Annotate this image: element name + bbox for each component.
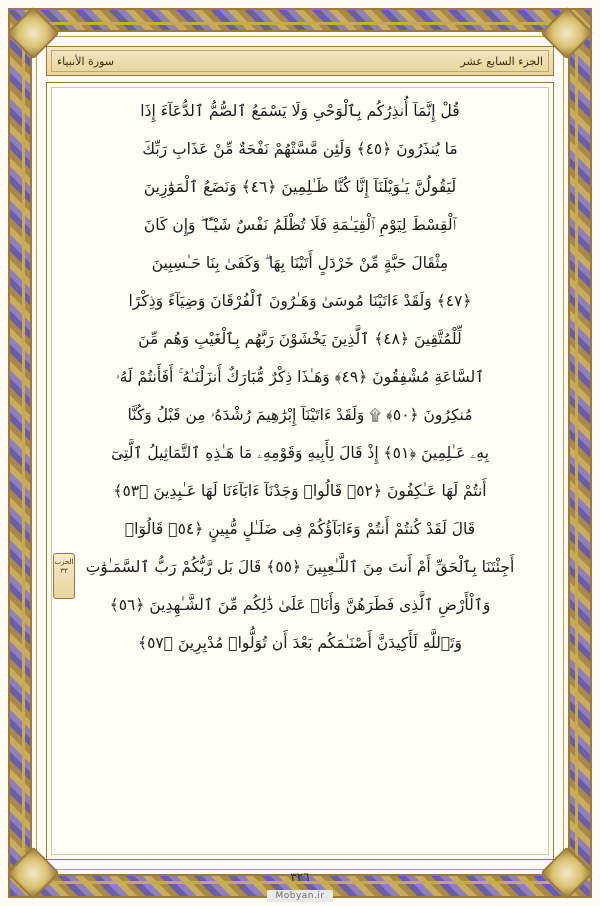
hizb-side-marker <box>53 553 75 599</box>
page-header-band <box>46 46 554 76</box>
page-number: ٣٢٦ <box>290 870 310 884</box>
hizb-marker-label: الحزب <box>54 558 74 566</box>
quran-text-block <box>46 82 554 860</box>
ayah-line: مُنكِرُونَ ﴿٥٠﴾ ۩ وَلَقَدْ ءَاتَيْنَآ إِبْرَٰهِيمَ رُشْدَهُۥ مِن قَبْلُ وَكُنَّا <box>127 405 473 424</box>
ayah-line: وَتَٱللَّهِ لَأَكِيدَنَّ أَصْنَـٰمَكُم بَعْدَ أَن تُوَلُّوا۟ مُدْبِرِينَ ﴿٥٧﴾ <box>137 633 463 652</box>
ayah-line: مِثْقَالَ حَبَّةٍ مِّنْ خَرْدَلٍ أَتَيْنَا بِهَا ۗ وَكَفَىٰ بِنَا حَـٰسِبِينَ <box>151 253 449 272</box>
surah-title: سورة الأنبياء <box>57 54 115 68</box>
ayah-line: وَٱلْأَرْضِ ٱلَّذِى فَطَرَهُنَّ وَأَنَا۠ عَلَىٰ ذَٰلِكُم مِّنَ ٱلشَّـٰهِدِينَ ﴿٥٦﴾ <box>109 595 491 614</box>
watermark-label: Mobyan.ir <box>267 890 332 902</box>
ayah-line: ٱلسَّاعَةِ مُشْفِقُونَ ﴿٤٩﴾ وَهَـٰذَا ذِكْرٌ مُّبَارَكٌ أَنزَلْنَـٰهُ ۚ أَفَأَنتُمْ لَهُۥ <box>115 367 485 386</box>
hizb-marker-number: ٣٣ <box>60 566 68 575</box>
ayah-line: ٱلْقِسْطَ لِيَوْمِ ٱلْقِيَـٰمَةِ فَلَا تُظْلَمُ نَفْسٌ شَيْـًٔا ۖ وَإِن كَانَ <box>143 215 457 234</box>
ayah-line: قُلْ إِنَّمَآ أُنذِرُكُم بِٱلْوَحْىِ وَلَا يَسْمَعُ ٱلصُّمُّ ٱلدُّعَآءَ إِذَا <box>140 102 460 120</box>
juz-title: الجزء السابع عشر <box>460 54 543 68</box>
ayah-line: أَنتُمْ لَهَا عَـٰكِفُونَ ﴿٥٢﴾ قَالُوا۟ وَجَدْنَآ ءَابَآءَنَا لَهَا عَـٰبِدِينَ ﴿٥٣﴾ <box>113 481 487 500</box>
ayah-line: مَا يُنذَرُونَ ﴿٤٥﴾ وَلَئِن مَّسَّتْهُمْ نَفْحَةٌ مِّنْ عَذَابِ رَبِّكَ <box>142 139 458 158</box>
ayah-line: لَيَقُولُنَّ يَـٰوَيْلَنَآ إِنَّا كُنَّا ظَـٰلِمِينَ ﴿٤٦﴾ وَنَضَعُ ٱلْمَوَٰزِينَ <box>143 177 457 196</box>
ayah-line: قَالَ لَقَدْ كُنتُمْ أَنتُمْ وَءَابَآؤُكُمْ فِى ضَلَـٰلٍ مُّبِينٍ ﴿٥٤﴾ قَالُوٓا۟ <box>124 519 476 538</box>
ayah-line: ﴿٤٧﴾ وَلَقَدْ ءَاتَيْنَا مُوسَىٰ وَهَـٰرُونَ ٱلْفُرْقَانَ وَضِيَآءً وَذِكْرًا <box>128 291 472 310</box>
ayah-line: لِّلْمُتَّقِينَ ﴿٤٨﴾ ٱلَّذِينَ يَخْشَوْنَ رَبَّهُم بِٱلْغَيْبِ وَهُم مِّنَ <box>138 329 462 348</box>
ayah-line: أَجِئْتَنَا بِٱلْحَقِّ أَمْ أَنتَ مِنَ ٱللَّـٰعِبِينَ ﴿٥٥﴾ قَالَ بَل رَّبُّكُمْ رَبُّ ٱلسَّمَـٰوَٰتِ <box>85 557 515 576</box>
page-footer <box>0 870 600 902</box>
ayah-lines <box>63 93 537 663</box>
ayah-line: بِهِۦ عَـٰلِمِينَ ﴿٥١﴾ إِذْ قَالَ لِأَبِيهِ وَقَوْمِهِۦ مَا هَـٰذِهِ ٱلتَّمَاثِيلُ ٱلَّتِىٓ <box>111 443 489 462</box>
page-content <box>44 44 556 862</box>
